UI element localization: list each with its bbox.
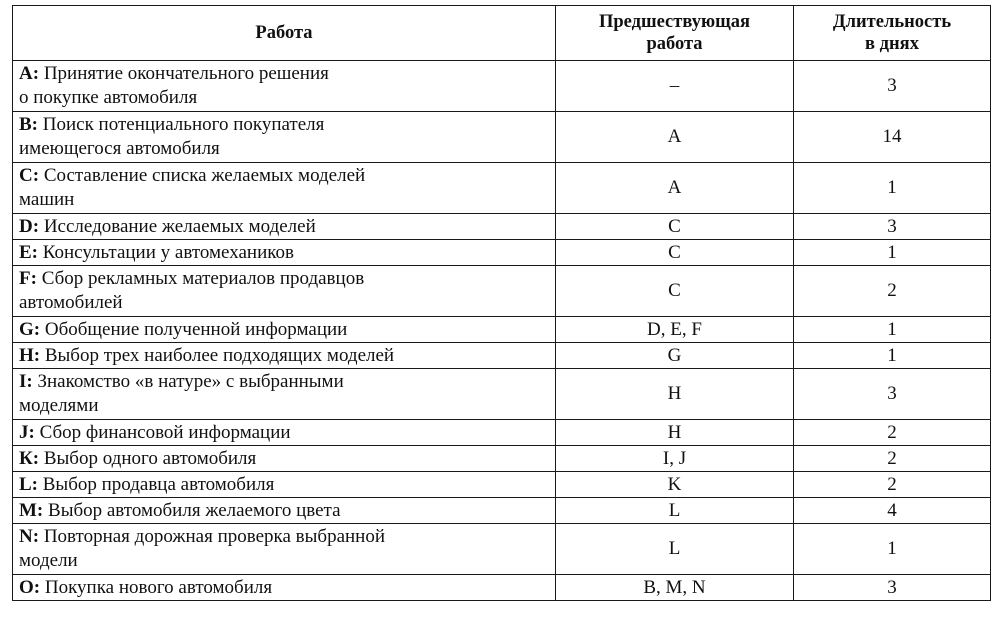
work-cell [13, 163, 556, 214]
table-row [13, 498, 991, 524]
work-line [19, 473, 549, 497]
work-description: Обобщение полученной информации [44, 318, 348, 340]
header-predecessor-line2: работа [646, 34, 703, 54]
header-duration [794, 6, 991, 61]
predecessor-cell: A [556, 112, 794, 163]
work-line [19, 164, 549, 188]
work-description: Покупка нового автомобиля [44, 576, 273, 598]
work-line [19, 241, 549, 265]
predecessor-cell: I, J [556, 446, 794, 472]
work-code: A: [19, 63, 40, 84]
work-line [19, 137, 549, 161]
work-cell [13, 214, 556, 240]
work-description: Принятие окончательного решения [43, 63, 329, 84]
predecessor-cell: H [556, 420, 794, 446]
table-header-row [13, 6, 991, 61]
duration-cell: 1 [794, 343, 991, 369]
work-code: C: [19, 165, 40, 186]
duration-cell: 2 [794, 266, 991, 317]
table-row [13, 266, 991, 317]
work-description: Выбор трех наиболее подходящих моделей [44, 344, 395, 366]
work-cell [13, 446, 556, 472]
work-cell [13, 524, 556, 575]
duration-cell: 2 [794, 446, 991, 472]
work-description: Выбор автомобиля желаемого цвета [48, 499, 341, 521]
work-code: L: [19, 473, 38, 495]
duration-cell: 3 [794, 575, 991, 601]
work-line [19, 576, 549, 600]
table-row [13, 112, 991, 163]
work-description: о покупке автомобиля [19, 87, 198, 108]
work-description: Выбор одного автомобиля [43, 447, 257, 469]
work-code: O: [19, 576, 41, 598]
work-code: К: [19, 447, 40, 469]
table-row [13, 214, 991, 240]
table-row [13, 446, 991, 472]
work-description: Составление списка желаемых моделей [43, 165, 366, 186]
work-code: E: [19, 241, 38, 263]
table-row [13, 240, 991, 266]
header-predecessor-line1: Предшествующая [599, 12, 750, 32]
header-duration-line1: Длительность [832, 12, 952, 32]
work-description: Исследование желаемых моделей [43, 215, 316, 237]
predecessor-cell: C [556, 214, 794, 240]
predecessor-cell: L [556, 498, 794, 524]
predecessor-cell: G [556, 343, 794, 369]
work-line [19, 447, 549, 471]
work-code: H: [19, 344, 41, 366]
table-row [13, 575, 991, 601]
duration-cell: 1 [794, 163, 991, 214]
header-duration-line2: в днях [865, 34, 919, 54]
work-line [19, 344, 549, 368]
work-line [19, 525, 549, 549]
work-line [19, 267, 549, 291]
work-line [19, 215, 549, 239]
work-description: Консультации у автомехаников [42, 241, 294, 263]
work-line [19, 62, 549, 86]
predecessor-cell: D, E, F [556, 317, 794, 343]
work-cell [13, 266, 556, 317]
table-row [13, 61, 991, 112]
work-description: Сбор финансовой информации [39, 421, 291, 443]
work-cell [13, 575, 556, 601]
table-row [13, 369, 991, 420]
work-description: Знакомство «в натуре» с выбранными [37, 371, 344, 392]
duration-cell: 1 [794, 524, 991, 575]
work-code: M: [19, 499, 44, 521]
predecessor-cell: A [556, 163, 794, 214]
work-code: I: [19, 371, 33, 392]
work-description: Поиск потенциального покупателя [42, 114, 325, 135]
table-row [13, 317, 991, 343]
duration-cell: 1 [794, 240, 991, 266]
work-line [19, 113, 549, 137]
header-predecessor [556, 6, 794, 61]
work-description: Сбор рекламных материалов продавцов [41, 268, 365, 289]
work-description: имеющегося автомобиля [19, 138, 220, 159]
work-line [19, 499, 549, 523]
work-line [19, 394, 549, 418]
table-row [13, 420, 991, 446]
work-description: Повторная дорожная проверка выбранной [43, 526, 386, 547]
work-description: модели [19, 550, 78, 571]
header-work: Работа [13, 6, 556, 61]
work-cell [13, 369, 556, 420]
work-code: B: [19, 114, 38, 135]
duration-cell: 2 [794, 472, 991, 498]
work-line [19, 370, 549, 394]
duration-cell: 3 [794, 214, 991, 240]
predecessor-cell: H [556, 369, 794, 420]
predecessor-cell: C [556, 266, 794, 317]
table-row [13, 163, 991, 214]
work-code: J: [19, 421, 35, 443]
work-code: F: [19, 268, 37, 289]
work-line [19, 549, 549, 573]
duration-cell: 2 [794, 420, 991, 446]
work-cell [13, 420, 556, 446]
duration-cell: 14 [794, 112, 991, 163]
duration-cell: 3 [794, 369, 991, 420]
work-description: машин [19, 189, 75, 210]
work-line [19, 86, 549, 110]
work-line [19, 188, 549, 212]
table-row [13, 524, 991, 575]
work-code: G: [19, 318, 41, 340]
duration-cell: 1 [794, 317, 991, 343]
table-row [13, 472, 991, 498]
predecessor-cell: L [556, 524, 794, 575]
work-description: Выбор продавца автомобиля [42, 473, 275, 495]
work-cell [13, 112, 556, 163]
work-cell [13, 343, 556, 369]
predecessor-cell: – [556, 61, 794, 112]
work-line [19, 318, 549, 342]
work-description: автомобилей [19, 292, 123, 313]
predecessor-cell: K [556, 472, 794, 498]
work-line [19, 291, 549, 315]
predecessor-cell: C [556, 240, 794, 266]
duration-cell: 4 [794, 498, 991, 524]
work-line [19, 421, 549, 445]
work-cell [13, 472, 556, 498]
work-schedule-table [12, 5, 991, 601]
work-description: моделями [19, 395, 99, 416]
table-row [13, 343, 991, 369]
work-cell [13, 317, 556, 343]
work-cell [13, 240, 556, 266]
work-cell [13, 61, 556, 112]
work-code: D: [19, 215, 40, 237]
work-cell [13, 498, 556, 524]
table-body [13, 61, 991, 601]
duration-cell: 3 [794, 61, 991, 112]
predecessor-cell: B, M, N [556, 575, 794, 601]
work-code: N: [19, 526, 40, 547]
